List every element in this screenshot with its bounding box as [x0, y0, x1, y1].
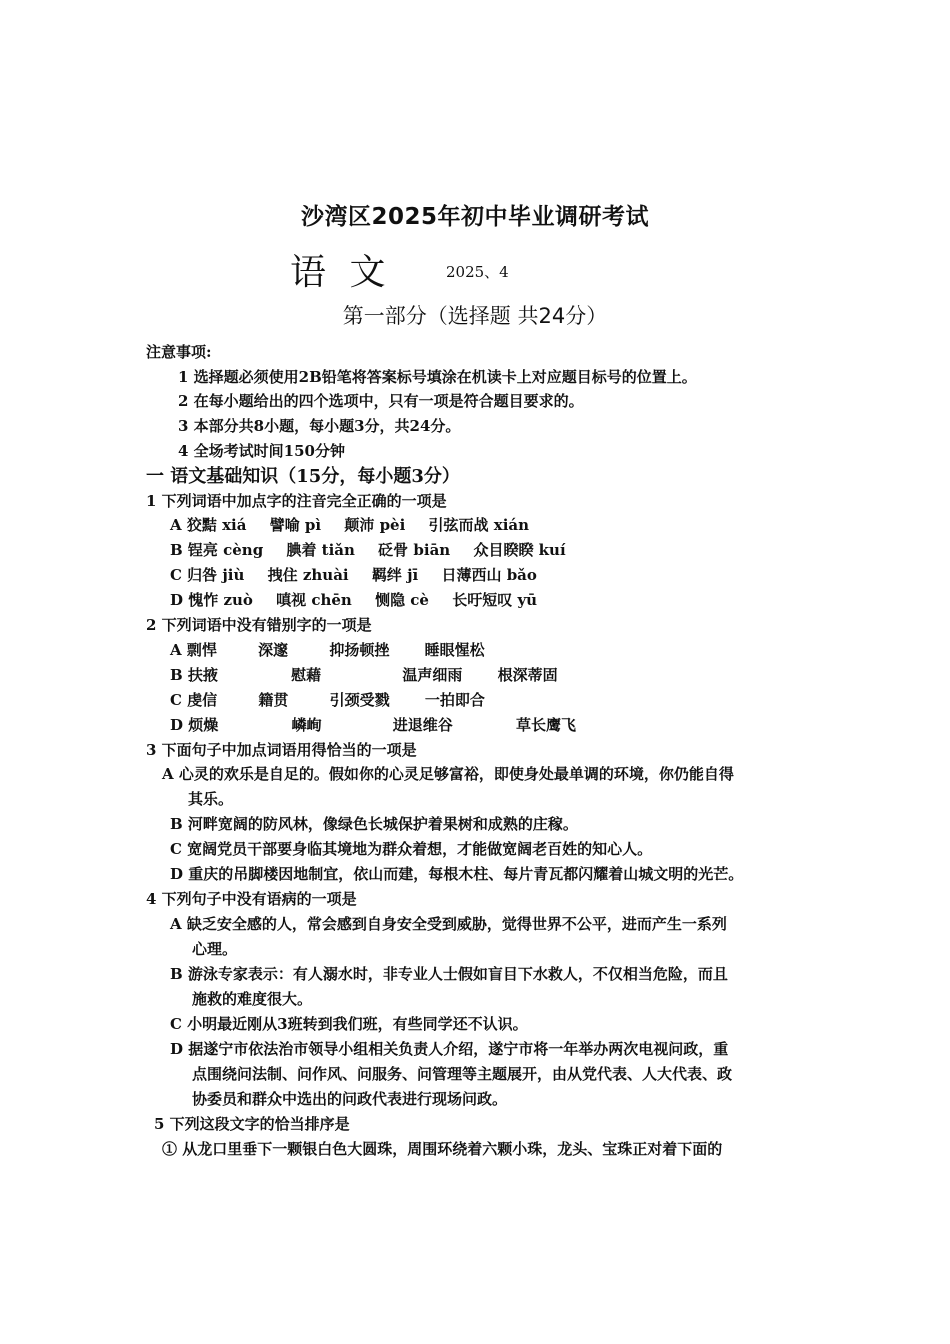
option-word: 拽住 zhuài — [267, 566, 349, 584]
option-word: 草长鹰飞 — [515, 716, 576, 734]
q4-option-a-cont: 心理。 — [192, 940, 238, 958]
option-word: 抑扬顿挫 — [329, 641, 390, 659]
q1-option-c[interactable] — [170, 563, 537, 588]
option-word: 根深蒂固 — [497, 666, 558, 684]
q4-option-b-cont: 施救的难度很大。 — [192, 990, 313, 1008]
q2-option-d[interactable] — [170, 713, 576, 738]
option-word: 引弦而战 xián — [428, 516, 530, 534]
q1-option-a[interactable] — [170, 513, 529, 538]
option-word: 嶙峋 — [291, 716, 322, 734]
subject-title: 语 文 — [290, 252, 392, 293]
q3-option-d[interactable]: D 重庆的吊脚楼因地制宜，依山而建，每根木柱、每片青瓦都闪耀着山城文明的光芒。 — [170, 865, 744, 883]
option-word: 深邃 — [258, 641, 289, 659]
exam-title: 沙湾区2025年初中毕业调研考试 — [300, 204, 649, 230]
q2-option-a[interactable] — [170, 638, 485, 663]
option-word: C 归咎 jiù — [170, 566, 245, 584]
q4-option-d-cont: 点围绕问法制、问作风、问服务、问管理等主题展开，由从党代表、人大代表、政 — [192, 1065, 733, 1083]
question-stem: 4 下列句子中没有语病的一项是 — [146, 890, 357, 908]
option-word: B 锃亮 cèng — [170, 541, 264, 559]
option-word: D 烦燥 — [170, 716, 219, 734]
q4-option-c[interactable]: C 小明最近刚从3班转到我们班，有些同学还不认识。 — [170, 1015, 528, 1033]
option-word: 慰藉 — [291, 666, 322, 684]
option-word: 颠沛 pèi — [344, 516, 406, 534]
q3-option-c[interactable]: C 宽阔党员干部要身临其境地为群众着想，才能做宽阔老百姓的知心人。 — [170, 840, 653, 858]
question-stem: 2 下列词语中没有错别字的一项是 — [146, 616, 372, 634]
option-word: 羁绊 jī — [371, 566, 419, 584]
question-stem: 1 下列词语中加点字的注音完全正确的一项是 — [146, 492, 447, 510]
option-word: 砭骨 biān — [378, 541, 451, 559]
notes-heading: 注意事项: — [146, 343, 212, 361]
note-item: 1 选择题必须使用2B铅笔将答案标号填涂在机读卡上对应题目标号的位置上。 — [178, 368, 697, 386]
option-word: 嗔视 chēn — [276, 591, 352, 609]
q4-option-b[interactable]: B 游泳专家表示：有人溺水时，非专业人士假如盲目下水救人，不仅相当危险，而且 — [170, 965, 728, 983]
section-heading: 一 语文基础知识（15分，每小题3分） — [146, 466, 460, 487]
question-stem: 5 下列这段文字的恰当排序是 — [154, 1115, 350, 1133]
option-word: C 虔信 — [170, 691, 218, 709]
part-heading: 第一部分（选择题 共24分） — [342, 304, 608, 328]
option-word: 譬喻 pì — [269, 516, 322, 534]
q1-option-b[interactable] — [170, 538, 566, 563]
option-word: 众目睽睽 kuí — [473, 541, 566, 559]
note-item: 2 在每小题给出的四个选项中，只有一项是符合题目要求的。 — [178, 392, 584, 410]
q4-option-d-cont: 协委员和群众中选出的问政代表进行现场问政。 — [192, 1090, 508, 1108]
question-stem: 3 下面句子中加点词语用得恰当的一项是 — [146, 741, 417, 759]
option-word: 籍贯 — [258, 691, 289, 709]
q2-option-c[interactable] — [170, 688, 485, 713]
q3-option-a[interactable]: A 心灵的欢乐是自足的。假如你的心灵足够富裕，即使身处最单调的环境，你仍能自得 — [162, 765, 734, 783]
q4-option-d[interactable]: D 据遂宁市依法治市领导小组相关负责人介绍，遂宁市将一年举办两次电视问政，重 — [170, 1040, 729, 1058]
note-item: 3 本部分共8小题，每小题3分，共24分。 — [178, 417, 461, 435]
note-item: 4 全场考试时间150分钟 — [178, 442, 345, 460]
option-word: 引颈受戮 — [329, 691, 390, 709]
q5-sentence-1: ① 从龙口里垂下一颗银白色大圆珠，周围环绕着六颗小珠，龙头、宝珠正对着下面的 — [162, 1140, 723, 1158]
exam-date: 2025、4 — [446, 263, 509, 281]
option-word: B 扶掖 — [170, 666, 218, 684]
option-word: 长吁短叹 yū — [452, 591, 538, 609]
option-word: 温声细雨 — [402, 666, 463, 684]
option-word: 进退维谷 — [392, 716, 453, 734]
option-word: 日薄西山 bǎo — [441, 566, 537, 584]
option-word: 腆着 tiǎn — [286, 541, 355, 559]
q3-option-a-cont: 其乐。 — [188, 790, 234, 808]
q4-option-a[interactable]: A 缺乏安全感的人，常会感到自身安全受到威胁，觉得世界不公平，进而产生一系列 — [170, 915, 727, 933]
q3-option-b[interactable]: B 河畔宽阔的防风林，像绿色长城保护着果树和成熟的庄稼。 — [170, 815, 578, 833]
option-word: A 剽悍 — [170, 641, 217, 659]
option-word: D 愧怍 zuò — [170, 591, 253, 609]
option-word: A 狡黠 xiá — [170, 516, 247, 534]
q2-option-b[interactable] — [170, 663, 558, 688]
option-word: 恻隐 cè — [375, 591, 429, 609]
option-word: 睡眼惺松 — [424, 641, 485, 659]
option-word: 一拍即合 — [424, 691, 485, 709]
q1-option-d[interactable] — [170, 588, 537, 613]
